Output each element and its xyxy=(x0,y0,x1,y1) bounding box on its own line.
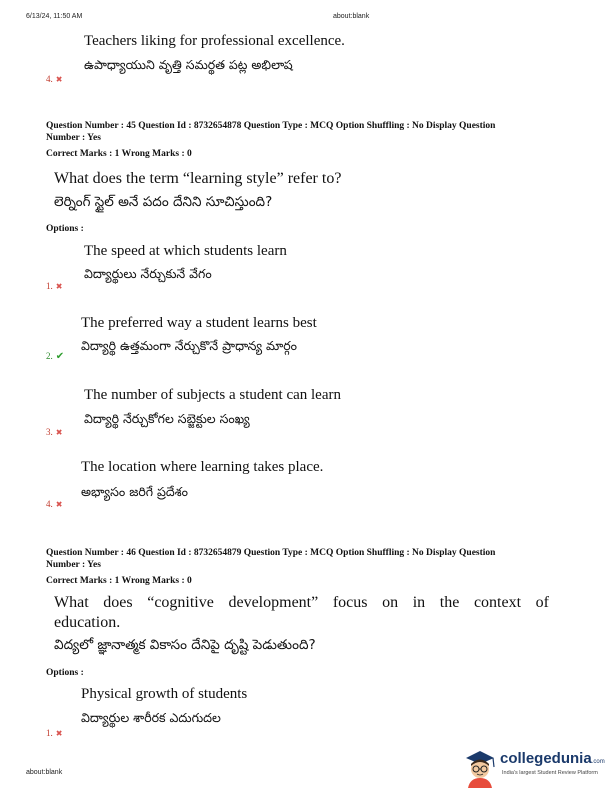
q45-option2-number: 2. ✔ xyxy=(46,351,65,362)
q45-option2-te: విద్యార్థి ఉత్తమంగా నేర్చుకొనే ప్రాధాన్య మార్గం xyxy=(81,338,298,353)
q45-option1-number: 1. ✖ xyxy=(46,281,63,291)
prev-option4-text-te: ఉపాధ్యాయుని వృత్తి సమర్థత పట్ల అభిలాష xyxy=(84,57,293,72)
q45-option2-en: The preferred way a student learns best xyxy=(81,315,317,331)
q45-option3-en: The number of subjects a student can learn xyxy=(84,387,341,403)
q45-options-label: Options : xyxy=(46,224,84,234)
q45-option4-en: The location where learning takes place. xyxy=(81,459,324,475)
q45-option4-number: 4. ✖ xyxy=(46,499,63,509)
q46-option1-te: విద్యార్థుల శారీరక ఎదుగుదల xyxy=(81,710,221,725)
wrong-mark-icon: ✖ xyxy=(55,500,63,509)
q46-question-en-line2: education. xyxy=(54,614,121,631)
q45-meta-line1: Question Number : 45 Question Id : 8732654878 Question Type : MCQ Option Shuffling : No Display Question xyxy=(46,121,496,131)
logo-tagline: India's largest Student Review Platform xyxy=(502,770,598,776)
footer-url: about:blank xyxy=(26,769,63,776)
logo-wordmark: collegedunia.com xyxy=(500,750,605,767)
q46-meta-line1: Question Number : 46 Question Id : 8732654879 Question Type : MCQ Option Shuffling : No Display Question xyxy=(46,548,496,558)
q45-option1-en: The speed at which students learn xyxy=(84,243,287,259)
wrong-mark-icon: ✖ xyxy=(55,75,63,84)
q46-marks: Correct Marks : 1 Wrong Marks : 0 xyxy=(46,576,192,586)
q45-option4-te: అభ్యాసం జరిగే ప్రదేశం xyxy=(81,484,188,499)
q45-option3-number: 3. ✖ xyxy=(46,427,63,437)
q46-question-en-line1: What does “cognitive development” focus on in the context of xyxy=(54,594,549,611)
print-url: about:blank xyxy=(333,13,370,20)
q46-options-label: Options : xyxy=(46,668,84,678)
q46-option1-number: 1. ✖ xyxy=(46,728,63,738)
q45-meta-line2: Number : Yes xyxy=(46,133,101,143)
wrong-mark-icon: ✖ xyxy=(55,729,63,738)
q45-marks: Correct Marks : 1 Wrong Marks : 0 xyxy=(46,149,192,159)
q46-option1-en: Physical growth of students xyxy=(81,686,248,702)
prev-option4-text-en: Teachers liking for professional excellence. xyxy=(84,33,345,49)
correct-mark-icon: ✔ xyxy=(55,351,65,362)
collegedunia-logo xyxy=(462,746,612,788)
q45-option3-te: విద్యార్థి నేర్చుకోగల సబ్జెక్టుల సంఖ్య xyxy=(84,411,250,426)
wrong-mark-icon: ✖ xyxy=(55,282,63,291)
q46-question-te: విద్యలో జ్ఞానాత్మక వికాసం దేనిపై దృష్టి పెడుతుంది? xyxy=(54,637,316,653)
prev-option4-number: 4. ✖ xyxy=(46,74,63,84)
student-avatar-icon xyxy=(462,746,498,788)
q45-option1-te: విద్యార్థులు నేర్చుకునే వేగం xyxy=(84,266,212,281)
q46-meta-line2: Number : Yes xyxy=(46,560,101,570)
print-datetime: 6/13/24, 11:50 AM xyxy=(26,13,83,20)
wrong-mark-icon: ✖ xyxy=(55,428,63,437)
q45-question-te: లెర్నింగ్ స్టైల్ అనే పదం దేనిని సూచిస్తుంది? xyxy=(54,194,273,210)
q45-question-en: What does the term “learning style” refer to? xyxy=(54,170,342,187)
